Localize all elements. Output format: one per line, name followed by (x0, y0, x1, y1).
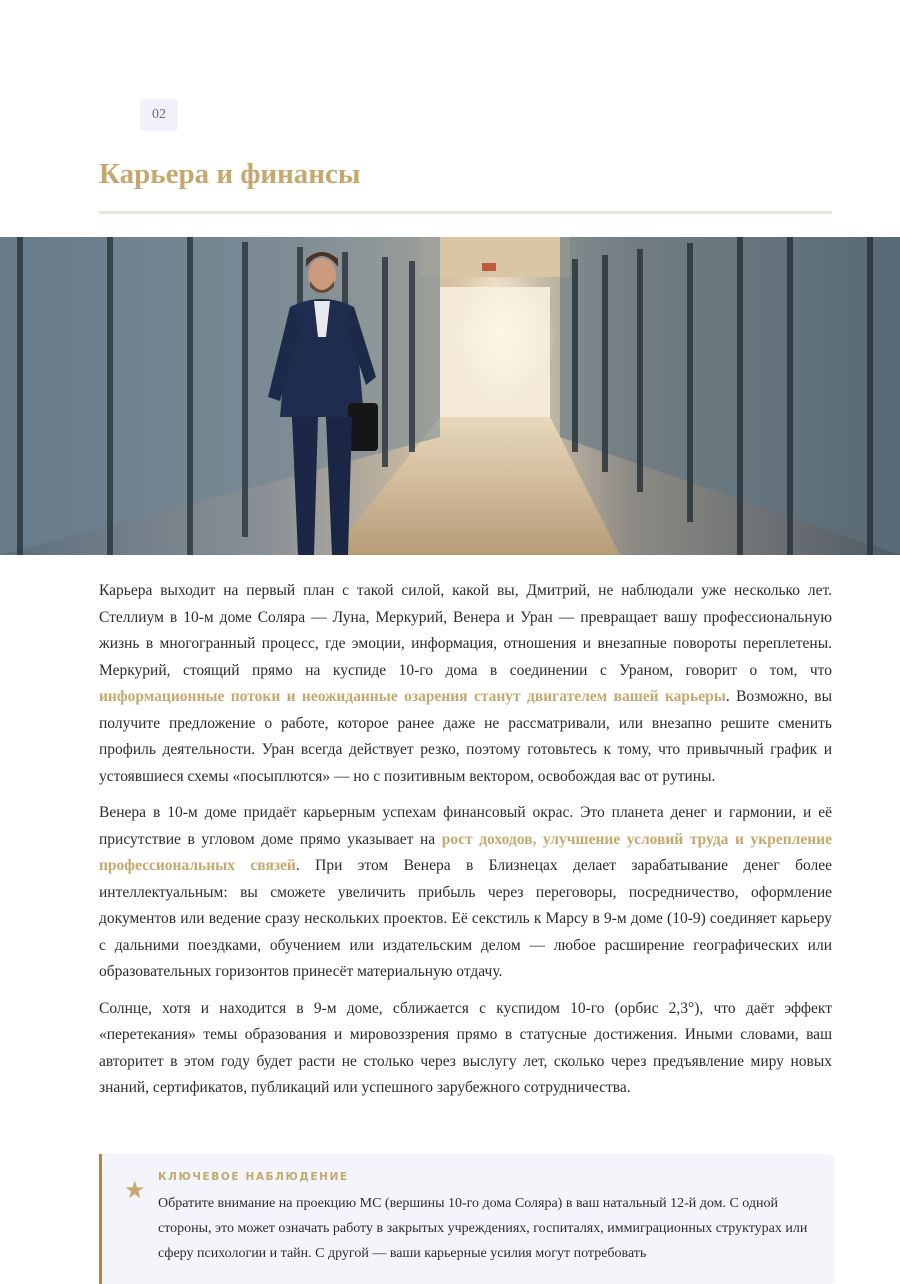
callout-text: Обратите внимание на проекцию МС (вершины 10-го дома Соляра) в ваш натальный 12-й дом. С одной стороны, это может означать работу в закрытых учреждениях, госпиталях, иммиграционных структурах или сферу психологии и тайн. С другой — ваши карьерные усилия могут потребовать (158, 1196, 808, 1261)
article-body (99, 578, 832, 1112)
paragraph-2-text: Венера в 10-м доме придаёт карьерным успехам финансовый окрас. Это планета денег и гармонии, и её присутствие в угловом доме прямо указывает на (99, 804, 832, 848)
callout-label: КЛЮЧЕВОЕ НАБЛЮДЕНИЕ (158, 1171, 349, 1183)
star-icon: ★ (124, 1176, 146, 1204)
paragraph-2-highlight: рост доходов, улучшение условий труда и укрепление профессиональных связей (99, 830, 832, 874)
paragraph-1-highlight: информационные потоки и неожиданные озарения станут двигателем вашей карьеры (99, 688, 726, 705)
paragraph-2-text-end: . При этом Венера в Близнецах делает зарабатывание денег более интеллектуальным: вы сможете увеличить прибыль через переговоры, посредничество, оформление документов или ведение сразу нескольких проектов. Её секстиль к Марсу в 9-м доме (10-9) соединяет карьеру с дальними поездками, обучением или издательским делом — любое расширение географических или образовательных горизонтов принесёт материальную отдачу. (99, 857, 833, 980)
section-number-badge: 02 (140, 99, 178, 131)
key-observation-callout (99, 1154, 835, 1284)
paragraph-3-text: Солнце, хотя и находится в 9-м доме, сближается с куспидом 10-го (орбис 2,3°), что даёт эффект «перетекания» темы образования и мировоззрения прямо в статусные достижения. Иными словами, ваш авторитет в этом году будет расти не столько через выслугу лет, сколько через предъявление миру новых знаний, сертификатов, публикаций или успешного зарубежного сотрудничества. (99, 999, 832, 1096)
hero-image (0, 237, 900, 555)
paragraph-2 (99, 800, 832, 986)
paragraph-1-text-end: . Возможно, вы получите предложение о работе, которое ранее даже не рассматривали, или внезапно решите сменить профиль деятельности. Уран всегда действует резко, поэтому готовьтесь к тому, что привычный график и устоявшиеся схемы «посыплются» — но с позитивным вектором, освобождая вас от рутины. (99, 688, 832, 785)
paragraph-3 (99, 996, 832, 1102)
paragraph-1 (99, 578, 832, 790)
title-divider (99, 211, 832, 214)
page-title: Карьера и финансы (99, 158, 361, 190)
businessman-corridor-photo (0, 237, 900, 555)
paragraph-1-text: Карьера выходит на первый план с такой силой, какой вы, Дмитрий, не наблюдали уже несколько лет. Стеллиум в 10-м доме Соляра — Луна, Меркурий, Венера и Уран — превращает вашу профессиональную жизнь в многогранный процесс, где эмоции, информация, отношения и внезапные повороты переплетены. Меркурий, стоящий прямо на куспиде 10-го дома в соединении с Ураном, говорит о том, что (99, 582, 832, 679)
